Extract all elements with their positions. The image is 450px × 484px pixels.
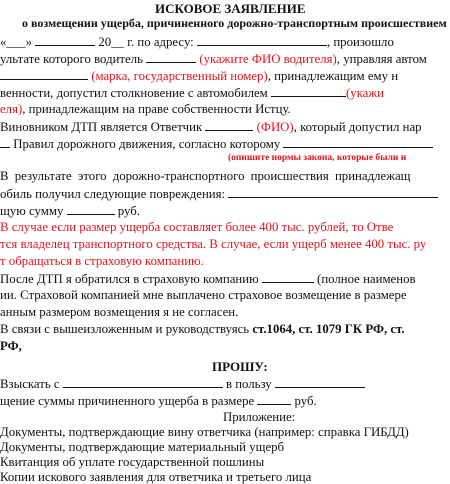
insurance-warning-1: В случае если размер ущерба составляет более 400 тыс. рублей, то Отве [0,220,394,234]
insurance-warning-2: тся владелец транспортного средства. В случае, если ущерб менее 400 тыс. ру [0,237,427,251]
line-result: В результате этого дорожно-транспортного происшествия принадлежащ [0,169,411,183]
insurance-warning-3: т обращаться в страховую компанию. [0,254,204,268]
line-damage: обиль получил следующие повреждения: [0,187,438,201]
line-insurance: После ДТП я обратился в страховую компанию (полное наименов [0,272,416,286]
document-subtitle: о возмещении ущерба, причиненного дорожно-транспортным происшествием [22,16,447,30]
request-heading: ПРОШУ: [212,359,268,374]
line-payout: ии. Страховой компанией мне выплачено страховое возмещение в размере [0,288,407,302]
line-driver: ультате которого водитель (укажите ФИО водителя), управляя автом [0,52,427,66]
line-recover-sum: щение суммы причиненного ущерба в размере руб. [0,394,317,408]
line-damage-sum: щую сумму руб. [0,204,140,218]
attachment-3: Квитанция об уплате государственной пошлины [0,455,265,469]
law-note: (опишите нормы закона, которые были н [228,153,407,163]
line-owner: еля), принадлежащим на праве собственности Истцу. [0,102,291,116]
line-disagree: анным размером возмещения я не согласен. [0,305,239,319]
line-legal-basis-end: РФ, [0,339,22,353]
attachment-2: Документы, подтверждающие материальный ущерб [0,440,285,454]
line-legal-basis: В связи с вышеизложенным и руководствуясь ст.1064, ст. 1079 ГК РФ, ст. [0,322,405,336]
line-vehicle: (марка, государственный номер), принадлежащим ему н [0,69,398,83]
line-recover: Взыскать с в пользу [0,377,365,391]
attachment-1: Документы, подтверждающие вину ответчика (например: справка ГИБДД) [0,425,409,439]
line-traffic-rules: Правил дорожного движения, согласно которому [0,137,433,151]
attachment-4: Копии искового заявления для ответчика и третьего лица [0,470,312,484]
document-title: ИСКОВОЕ ЗАЯВЛЕНИЕ [155,1,306,16]
line-date-address: «___» 20__ г. по адресу: , произошло [0,35,394,49]
line-culprit: Виновником ДТП является Ответчик (ФИО), который допустил нар [0,120,422,134]
attachments-heading: Приложение: [223,410,296,424]
line-collision: венности, допустил столкновение с автомобилем (укажи [0,86,384,100]
